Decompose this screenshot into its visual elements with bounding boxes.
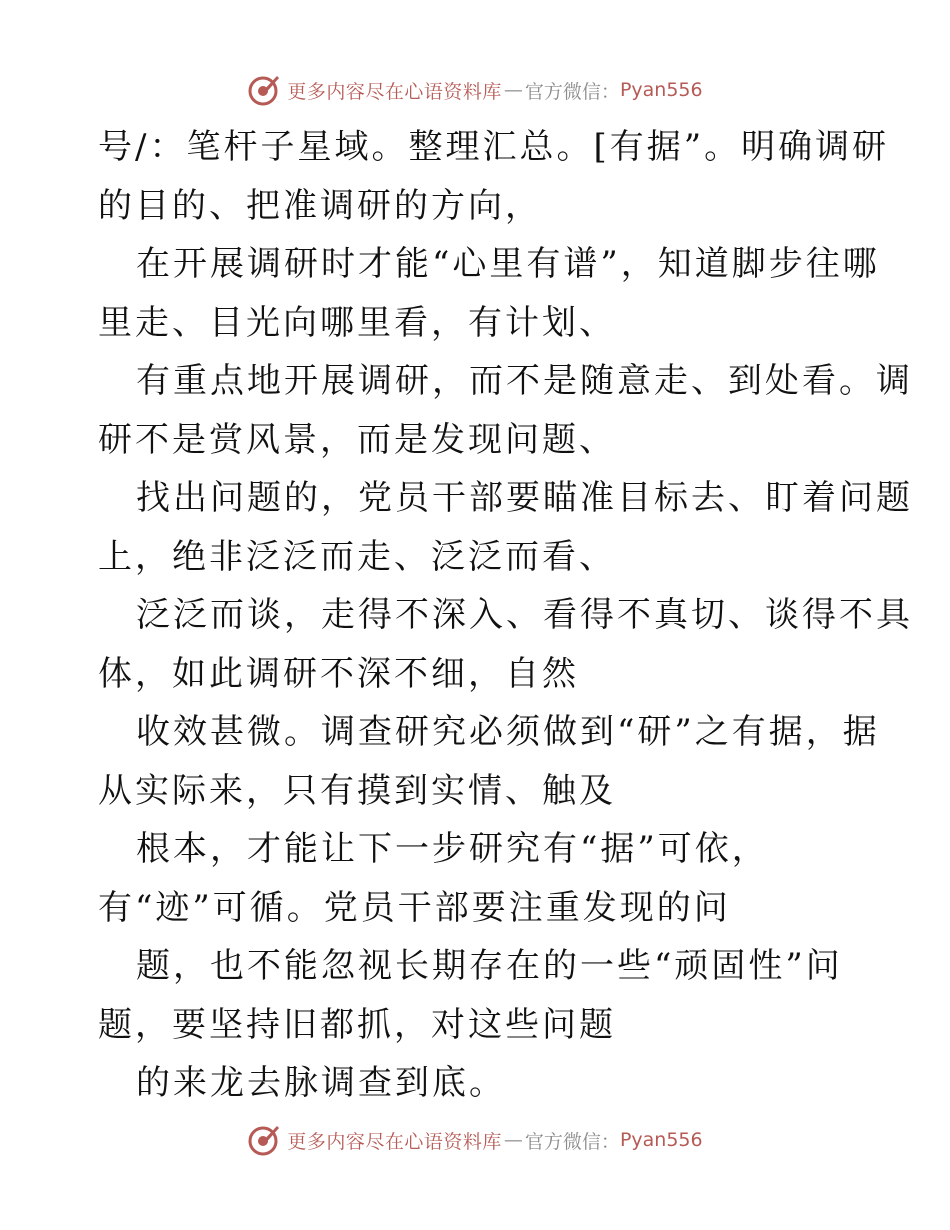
text-line: 题，也不能忽视长期存在的一些“顽固性”问	[136, 946, 843, 986]
text-line: 里走、目光向哪里看，有计划、	[98, 302, 616, 343]
header-banner	[0, 70, 950, 110]
text-line: 收效甚微。调查研究必须做到“研”之有据，据	[136, 712, 880, 752]
quill-seal-icon	[247, 73, 281, 107]
text-line: 体，如此调研不深不细，自然	[98, 653, 579, 694]
text-line: 从实际来，只有摸到实情、触及	[98, 770, 616, 811]
text-line: 根本，才能让下一步研究有“据”可依，	[136, 829, 769, 869]
text-line: 题，要坚持旧都抓，对这些问题	[98, 1004, 616, 1045]
text-line: 号/：笔杆子星域。整理汇总。[有据”。明确调研	[98, 127, 890, 167]
quill-seal-icon	[247, 1123, 281, 1157]
banner-handle: Pyan556	[619, 79, 703, 101]
banner-official-label: 官方微信：	[524, 80, 620, 103]
text-line: 在开展调研时才能“心里有谱”，知道脚步往哪	[136, 244, 880, 284]
banner-handle: Pyan556	[619, 1129, 703, 1151]
banner-separator: —	[503, 1129, 523, 1151]
text-line: 有“迹”可循。党员干部要注重发现的问	[98, 887, 731, 928]
banner-official-label: 官方微信：	[524, 1130, 620, 1153]
banner-text: 更多内容尽在心语资料库	[287, 1130, 502, 1153]
text-line: 研不是赏风景，而是发现问题、	[98, 419, 616, 460]
text-line: 的来龙去脉调查到底。	[136, 1063, 506, 1103]
text-line: 上，绝非泛泛而走、泛泛而看、	[98, 536, 616, 577]
document-body	[98, 118, 913, 1113]
text-line: 找出问题的，党员干部要瞄准目标去、盯着问题	[136, 478, 913, 518]
footer-banner	[0, 1120, 950, 1160]
banner-separator: —	[503, 79, 523, 101]
text-line: 泛泛而谈，走得不深入、看得不真切、谈得不具	[136, 595, 913, 635]
banner-text: 更多内容尽在心语资料库	[287, 80, 502, 103]
text-line: 有重点地开展调研，而不是随意走、到处看。调	[136, 361, 913, 401]
text-line: 的目的、把准调研的方向，	[98, 185, 542, 226]
